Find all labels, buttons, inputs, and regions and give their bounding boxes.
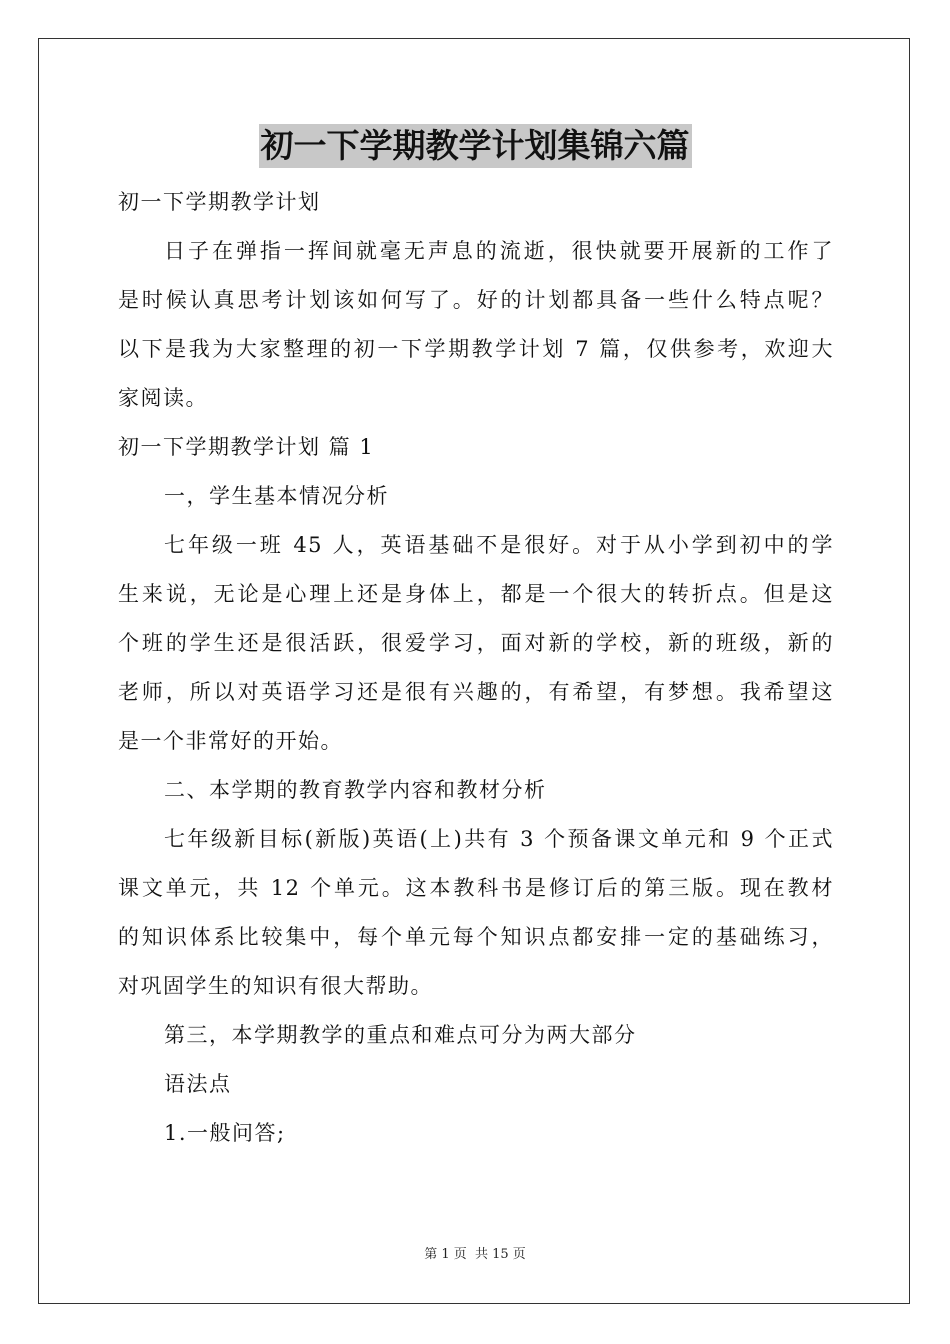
text-line: 个班的学生还是很活跃，很爱学习，面对新的学校，新的班级，新的: [118, 631, 834, 655]
text-line: 初一下学期教学计划 篇 1: [118, 435, 375, 459]
text-line: 第三，本学期教学的重点和难点可分为两大部分: [164, 1023, 637, 1047]
page-number: 第 1 页: [424, 1247, 467, 1262]
title-container: [0, 124, 950, 168]
text-line: 课文单元，共 12 个单元。这本教科书是修订后的第三版。现在教材: [118, 876, 834, 900]
page-footer: [0, 1246, 950, 1264]
text-line: 家阅读。: [118, 386, 208, 410]
text-line: 语法点: [164, 1072, 232, 1096]
text-line: 二、本学期的教育教学内容和教材分析: [164, 778, 547, 802]
text-line: 的知识体系比较集中，每个单元每个知识点都安排一定的基础练习，: [118, 925, 834, 949]
text-line: 生来说，无论是心理上还是身体上，都是一个很大的转折点。但是这: [118, 582, 834, 606]
text-line: 是一个非常好的开始。: [118, 729, 343, 753]
text-line: 以下是我为大家整理的初一下学期教学计划 7 篇，仅供参考，欢迎大: [118, 337, 834, 361]
text-line: 七年级一班 45 人，英语基础不是很好。对于从小学到初中的学: [164, 533, 834, 557]
page-total: 共 15 页: [474, 1247, 526, 1262]
text-line: 一，学生基本情况分析: [164, 484, 389, 508]
text-line: 老师，所以对英语学习还是很有兴趣的，有希望，有梦想。我希望这: [118, 680, 834, 704]
document-title: 初一下学期教学计划集锦六篇: [259, 124, 692, 168]
text-line: 是时候认真思考计划该如何写了。好的计划都具备一些什么特点呢？: [118, 288, 834, 312]
text-line: 初一下学期教学计划: [118, 190, 321, 214]
text-line: 对巩固学生的知识有很大帮助。: [118, 974, 433, 998]
text-line: 七年级新目标(新版)英语(上)共有 3 个预备课文单元和 9 个正式: [164, 827, 834, 851]
document-body: [118, 178, 834, 1158]
text-line: 1.一般问答;: [164, 1121, 286, 1145]
text-line: 日子在弹指一挥间就毫无声息的流逝，很快就要开展新的工作了: [164, 239, 834, 263]
